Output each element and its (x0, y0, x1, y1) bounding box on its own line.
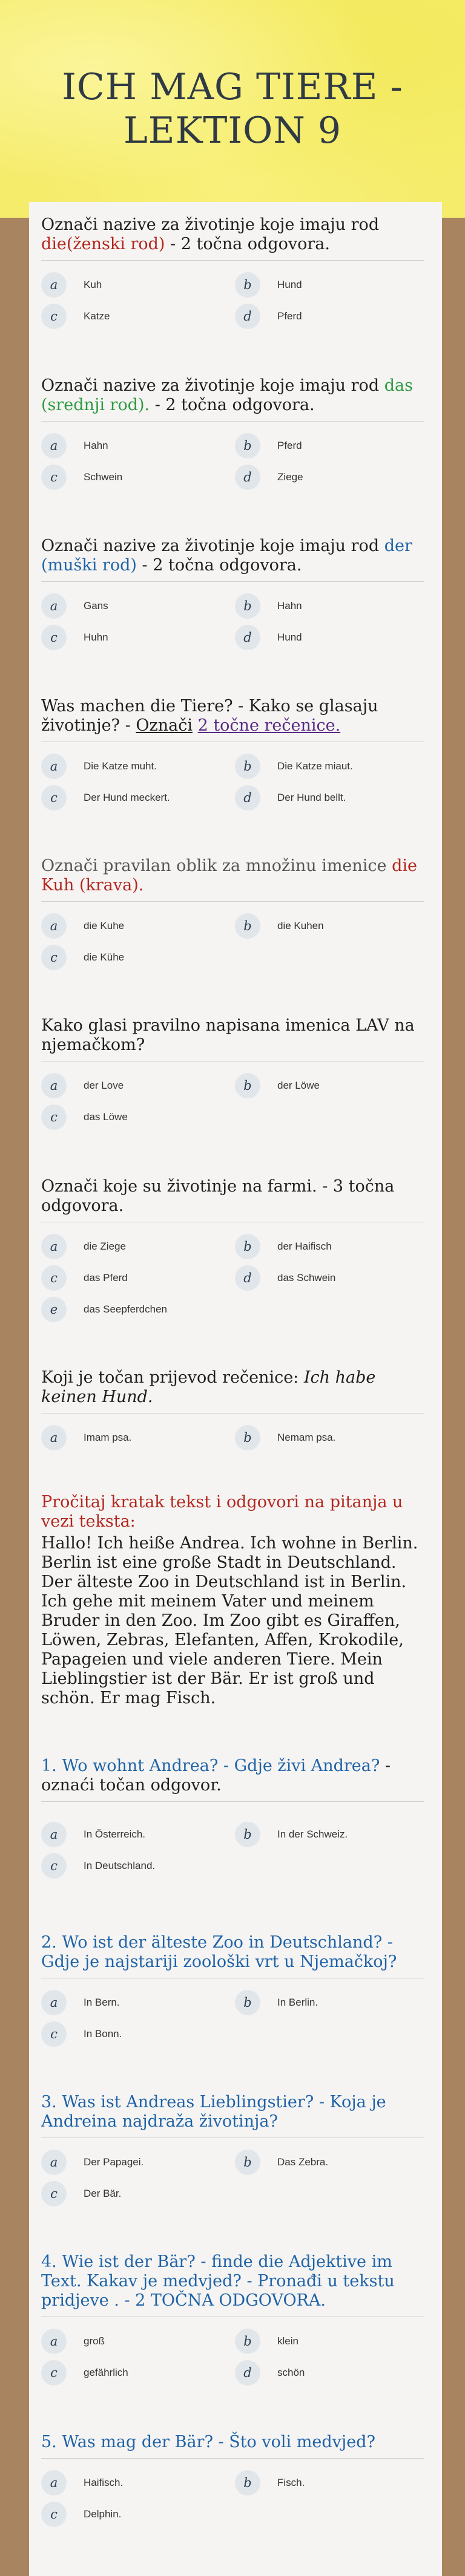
option-b[interactable]: b Fisch. (235, 2470, 305, 2496)
option-d[interactable]: d Ziege (235, 464, 303, 491)
question-title: Označi pravilan oblik za množinu imenice die Kuh (krava). (41, 856, 424, 902)
option-a[interactable]: a Der Papagei. (41, 2149, 143, 2176)
option-d[interactable]: d Hund (235, 624, 302, 651)
option-letter: a (41, 1990, 67, 2015)
option-letter: a (41, 433, 67, 458)
highlight-der: der (muški rod) (41, 536, 412, 575)
option-letter: b (235, 2150, 260, 2175)
option-letter: e (41, 1297, 67, 1322)
option-a[interactable]: a Kuh (41, 272, 102, 298)
option-c[interactable]: c In Bonn. (41, 2021, 122, 2047)
highlight-die: die(ženski rod) (41, 235, 165, 253)
question-title: 3. Was ist Andreas Lieblingstier? - Koja je Andreina najdraža životinja? (41, 2093, 424, 2138)
underlined-oznaci: Označi (136, 716, 193, 735)
option-letter: d (235, 1265, 260, 1291)
option-letter: a (41, 2470, 67, 2496)
option-letter: b (235, 1234, 260, 1259)
option-letter: c (41, 2360, 67, 2385)
option-letter: b (235, 913, 260, 939)
option-a[interactable]: a Die Katze muht. (41, 753, 157, 780)
option-b[interactable]: b Nemam psa. (235, 1424, 335, 1451)
option-letter: c (41, 1265, 67, 1291)
option-letter: d (235, 465, 260, 490)
option-letter: b (235, 754, 260, 779)
option-a[interactable]: a Haifisch. (41, 2470, 123, 2496)
reading-section (41, 1493, 424, 1708)
question-title: Kako glasi pravilno napisana imenica LAV na njemačkom? (41, 1016, 424, 1061)
italic-sentence: Ich habe keinen Hund. (41, 1368, 376, 1406)
option-letter: a (41, 754, 67, 779)
option-letter: a (41, 2150, 67, 2175)
option-a[interactable]: a Hahn (41, 432, 108, 459)
highlight-die-kuh: die Kuh (krava). (41, 856, 418, 895)
option-b[interactable]: b die Kuhen (235, 913, 324, 939)
option-a[interactable]: a die Kuhe (41, 913, 124, 939)
question-title: Označi nazive za životinje koje imaju rod der (muški rod) - 2 točna odgovora. (41, 536, 424, 582)
option-letter: a (41, 1425, 67, 1450)
option-c[interactable]: c die Kühe (41, 944, 124, 971)
option-letter: c (41, 625, 67, 650)
option-e[interactable]: e das Seepferdchen (41, 1296, 167, 1323)
option-letter: c (41, 2181, 67, 2206)
option-letter: c (41, 304, 67, 329)
option-b[interactable]: b Pferd (235, 432, 302, 459)
option-a[interactable]: a Imam psa. (41, 1424, 131, 1451)
option-letter: b (235, 433, 260, 458)
quiz-card (29, 202, 442, 2576)
option-b[interactable]: b der Löwe (235, 1072, 320, 1099)
option-b[interactable]: b Hahn (235, 593, 302, 619)
question-title: 2. Wo ist der älteste Zoo in Deutschland? - Gdje je najstariji zoološki vrt u Njemačkoj? (41, 1933, 424, 1978)
option-b[interactable]: b Hund (235, 272, 302, 298)
reading-question-3 (41, 2093, 424, 2201)
option-letter: d (235, 625, 260, 650)
option-a[interactable]: a der Love (41, 1072, 124, 1099)
option-letter: c (41, 2502, 67, 2527)
question-title: Koji je točan prijevod rečenice: Ich habe keinen Hund. (41, 1368, 424, 1414)
option-c[interactable]: c Der Hund meckert. (41, 784, 170, 811)
option-d[interactable]: d schön (235, 2359, 305, 2386)
option-letter: b (235, 1990, 260, 2015)
option-c[interactable]: c das Pferd (41, 1265, 128, 1291)
option-c[interactable]: c In Deutschland. (41, 1853, 155, 1879)
question-5 (41, 856, 424, 965)
option-b[interactable]: b Die Katze miaut. (235, 753, 353, 780)
option-letter: c (41, 1853, 67, 1879)
page-title: ICH MAG TIERE - LEKTION 9 (62, 66, 403, 152)
option-letter: c (41, 945, 67, 970)
question-8 (41, 1368, 424, 1445)
hero-banner (0, 0, 465, 218)
option-c[interactable]: c Der Bär. (41, 2180, 121, 2207)
option-c[interactable]: c Delphin. (41, 2501, 121, 2528)
option-c[interactable]: c das Löwe (41, 1104, 128, 1130)
option-letter: a (41, 272, 67, 298)
question-title: Was machen die Tiere? - Kako se glasaju životinje? - Označi 2 točne rečenice. (41, 697, 424, 742)
option-letter: b (235, 2470, 260, 2496)
option-letter: a (41, 913, 67, 939)
option-letter: a (41, 2329, 67, 2354)
option-letter: b (235, 1822, 260, 1847)
option-letter: c (41, 785, 67, 810)
option-c[interactable]: c Huhn (41, 624, 108, 651)
option-b[interactable]: b In Berlin. (235, 1989, 318, 2016)
option-letter: b (235, 593, 260, 619)
question-title: Označi nazive za životinje koje imaju rod das (srednji rod). - 2 točna odgovora. (41, 376, 424, 422)
question-2 (41, 376, 424, 484)
option-d[interactable]: d Der Hund bellt. (235, 784, 346, 811)
question-1 (41, 215, 424, 324)
option-letter: a (41, 1234, 67, 1259)
reading-question-1 (41, 1756, 424, 1873)
reading-question-2 (41, 1933, 424, 2041)
question-title: 4. Wie ist der Bär? - finde die Adjektive im Text. Kakav je medvjed? - Pronađi u tekstu pridjeve . - 2 TOČNA ODGOVORA. (41, 2252, 424, 2317)
option-a[interactable]: a die Ziege (41, 1233, 126, 1260)
question-title: Označi koje su životinje na farmi. - 3 točna odgovora. (41, 1177, 424, 1222)
option-d[interactable]: d das Schwein (235, 1265, 335, 1291)
option-b[interactable]: b klein (235, 2328, 298, 2355)
question-title: Označi nazive za životinje koje imaju rod die(ženski rod) - 2 točna odgovora. (41, 215, 424, 261)
option-a[interactable]: a In Bern. (41, 1989, 120, 2016)
option-a[interactable]: a Gans (41, 593, 108, 619)
option-b[interactable]: b In der Schweiz. (235, 1821, 348, 1848)
highlight-2-tocne: 2 točne rečenice. (197, 716, 341, 735)
option-letter: c (41, 465, 67, 490)
option-letter: c (41, 2021, 67, 2047)
option-b[interactable]: b der Haifisch (235, 1233, 332, 1260)
option-c[interactable]: c Katze (41, 303, 110, 330)
option-letter: d (235, 2360, 260, 2385)
option-letter: d (235, 785, 260, 810)
option-letter: a (41, 593, 67, 619)
option-b[interactable]: b Das Zebra. (235, 2149, 328, 2176)
option-d[interactable]: d Pferd (235, 303, 302, 330)
reading-heading: Pročitaj kratak tekst i odgovori na pitanja u vezi teksta: (41, 1493, 403, 1531)
question-title: 1. Wo wohnt Andrea? - Gdje živi Andrea? - oznaći točan odgovor. (41, 1756, 424, 1802)
reading-question-4 (41, 2252, 424, 2380)
option-letter: c (41, 1104, 67, 1130)
question-4 (41, 697, 424, 805)
highlight-das: das (srednji rod). (41, 376, 413, 414)
option-letter: b (235, 2329, 260, 2354)
option-letter: b (235, 1073, 260, 1098)
option-letter: b (235, 1425, 260, 1450)
question-6 (41, 1016, 424, 1124)
option-letter: a (41, 1822, 67, 1847)
option-a[interactable]: a In Österreich. (41, 1821, 145, 1848)
question-title: 5. Was mag der Bär? - Što voli medvjed? (41, 2433, 424, 2459)
option-a[interactable]: a groß (41, 2328, 105, 2355)
option-letter: a (41, 1073, 67, 1098)
option-letter: d (235, 304, 260, 329)
reading-question-5 (41, 2433, 424, 2522)
option-letter: b (235, 272, 260, 298)
reading-text: Hallo! Ich heiße Andrea. Ich wohne in Berlin. Berlin ist eine große Stadt in Deutschland. Der älteste Zoo in Deutschland ist in Berlin. Ich gehe mit meinem Vater und meinem Bruder in den Zoo. Im Zoo gibt es Giraffen, Löwen, Zebras, Elefanten, Affen, Krokodile, Papageien und viele anderen Tiere. Mein Lieblingstier ist der Bär. Er ist groß und schön. Er mag Fisch. (41, 1534, 418, 1707)
option-c[interactable]: c Schwein (41, 464, 122, 491)
option-c[interactable]: c gefährlich (41, 2359, 128, 2386)
question-7 (41, 1177, 424, 1317)
question-3 (41, 536, 424, 645)
